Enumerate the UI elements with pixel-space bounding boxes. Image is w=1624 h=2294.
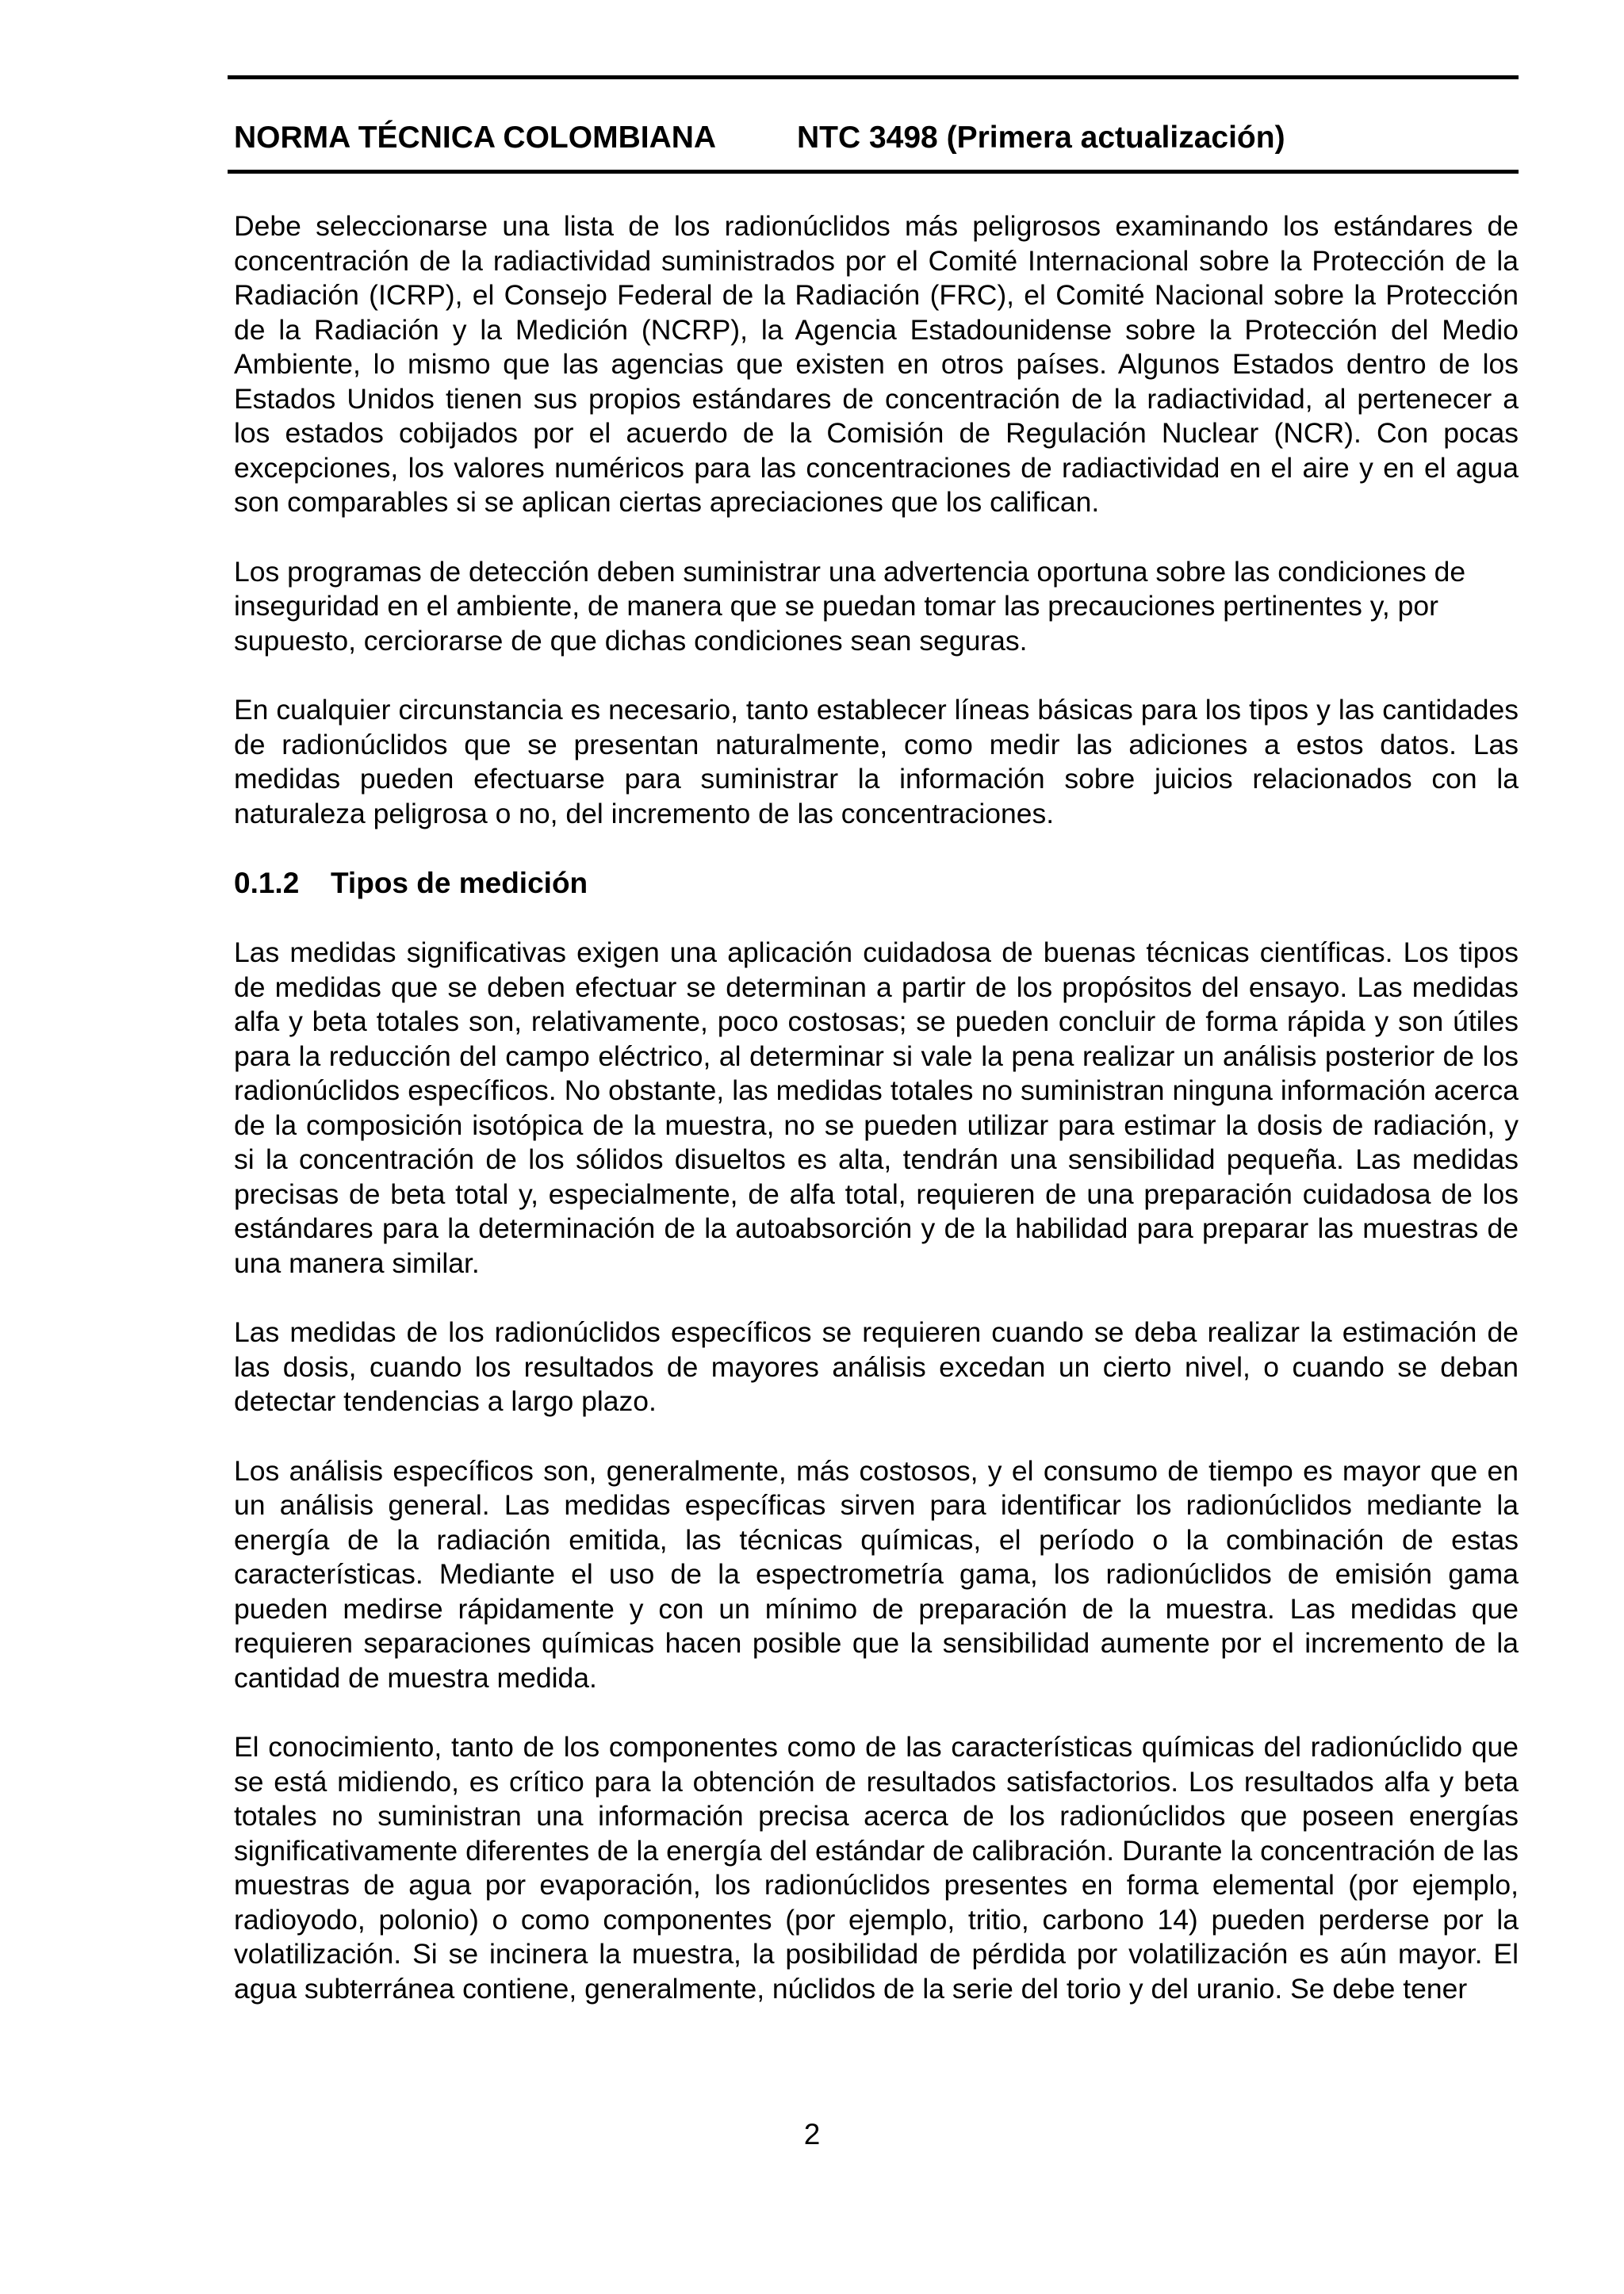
- paragraph-specific-analyses: Los análisis específicos son, generalmente, más costosos, y el consumo de tiempo es mayor que en un análisis general. Las medidas específicas sirven para identificar los radionúclidos mediante la energía de la radiación emitida, las técnicas químicas, el período o la combinación de estas características. Mediante el uso de la espectrometría gama, los radionúclidos de emisión gama pueden medirse rápidamente y con un mínimo de preparación de la muestra. Las medidas que requieren separaciones químicas hacen posible que la sensibilidad aumente por el incremento de la cantidad de muestra medida.: [234, 1454, 1519, 1694]
- page-number: 2: [803, 2118, 821, 2150]
- header-top-rule: [228, 75, 1519, 79]
- paragraph-detection-programs: Los programas de detección deben suministrar una advertencia oportuna sobre las condiciones de inseguridad en el ambiente, de manera que se puedan tomar las precauciones pertinentes y, por supuesto, cerciorarse de que dichas condiciones sean seguras.: [234, 555, 1466, 657]
- body-content: [234, 209, 1519, 2006]
- paragraph-specific-radionuclides: Las medidas de los radionúclidos específicos se requieren cuando se deba realizar la estimación de las dosis, cuando los resultados de mayores análisis excedan un cierto nivel, o cuando se deban detectar tendencias a largo plazo.: [234, 1316, 1519, 1417]
- paragraph-baselines: En cualquier circunstancia es necesario, tanto establecer líneas básicas para los tipos y las cantidades de radionúclidos que se presentan naturalmente, como medir las adiciones a estos datos. Las medidas pueden efectuarse para suministrar la información sobre juicios relacionados con la naturaleza peligrosa o no, del incremento de las concentraciones.: [234, 694, 1519, 829]
- paragraph-significant-measurements: Las medidas significativas exigen una aplicación cuidadosa de buenas técnicas científicas. Los tipos de medidas que se deben efectuar se determinan a partir de los propósitos del ensayo. Las medidas alfa y beta totales son, relativamente, poco costosas; se pueden concluir de forma rápida y son útiles para la reducción del campo eléctrico, al determinar si vale la pena realizar un análisis posterior de los radionúclidos específicos. No obstante, las medidas totales no suministran ninguna información acerca de la composición isotópica de la muestra, no se pueden utilizar para estimar la dosis de radiación, y si la concentración de los sólidos disueltos es alta, tendrán una sensibilidad pequeña. Las medidas precisas de beta total y, especialmente, de alfa total, requieren de una preparación cuidadosa de los estándares para la determinación de la autoabsorción y de la habilidad para preparar las muestras de una manera similar.: [234, 936, 1519, 1279]
- section-number: 0.1.2: [234, 867, 300, 899]
- section-heading: [234, 866, 1519, 901]
- paragraph-chemical-knowledge: El conocimiento, tanto de los componentes como de las características químicas del radionúclido que se está midiendo, es crítico para la obtención de resultados satisfactorios. Los resultados alfa y beta totales no suministran una información precisa acerca de los radionúclidos que poseen energías significativamente diferentes de la energía del estándar de calibración. Durante la concentración de las muestras de agua por evaporación, los radionúclidos presentes en forma elemental (por ejemplo, radioyodo, polonio) o como componentes (por ejemplo, tritio, carbono 14) pueden perderse por la volatilización. Si se incinera la muestra, la posibilidad de pérdida por volatilización es aún mayor. El agua subterránea contiene, generalmente, núclidos de la serie del torio y del uranio. Se debe tener: [234, 1731, 1519, 2005]
- header-standard-name: NORMA TÉCNICA COLOMBIANA: [234, 121, 717, 155]
- paragraph-hazardous-radionuclides: Debe seleccionarse una lista de los radionúclidos más peligrosos examinando los estándares de concentración de la radiactividad suministrados por el Comité Internacional sobre la Protección de la Radiación (ICRP), el Consejo Federal de la Radiación (FRC), el Comité Nacional sobre la Protección de la Radiación y la Medición (NCRP), la Agencia Estadounidense sobre la Protección del Medio Ambiente, lo mismo que las agencias que existen en otros países. Algunos Estados dentro de los Estados Unidos tienen sus propios estándares de concentración de la radiactividad, al pertenecer a los estados cobijados por el acuerdo de la Comisión de Regulación Nuclear (NCR). Con pocas excepciones, los valores numéricos para las concentraciones de radiactividad en el aire y en el agua son comparables si se aplican ciertas apreciaciones que los califican.: [234, 210, 1519, 518]
- header-bottom-rule: [228, 170, 1519, 174]
- section-title: Tipos de medición: [331, 867, 588, 899]
- header-standard-code: NTC 3498 (Primera actualización): [797, 121, 1285, 155]
